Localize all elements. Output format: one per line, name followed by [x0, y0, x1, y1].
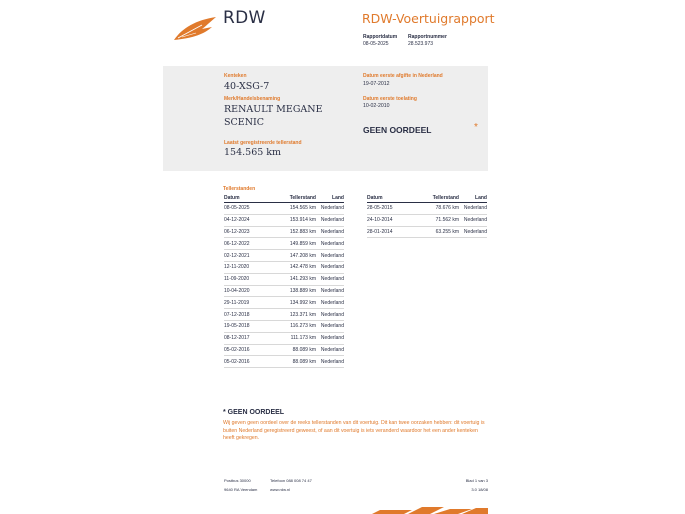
cell-date: 04-12-2024 — [224, 214, 266, 226]
cell-date: 07-12-2018 — [224, 309, 266, 321]
cell-country: Nederland — [316, 203, 344, 215]
cell-date: 05-02-2016 — [224, 344, 266, 356]
first-admission-value: 19-07-2012 — [363, 81, 390, 87]
table-row — [224, 226, 344, 238]
footer-phone: Telefoon 088 008 74 47 — [270, 478, 312, 483]
col-reading-header: Tellerstand — [266, 194, 316, 203]
brand-stripe-icon — [372, 505, 488, 514]
cell-date: 19-05-2018 — [224, 320, 266, 332]
cell-reading: 71.562 km — [409, 214, 459, 226]
table-row — [367, 226, 487, 238]
make-label: Merk/Handelsbenaming — [224, 96, 281, 102]
cell-reading: 123.371 km — [266, 309, 316, 321]
cell-country: Nederland — [316, 320, 344, 332]
cell-reading: 141.293 km — [266, 273, 316, 285]
table-row — [224, 261, 344, 273]
cell-country: Nederland — [316, 273, 344, 285]
cell-reading: 63.255 km — [409, 226, 459, 238]
footer-page: Blad 1 van 3 — [465, 478, 488, 483]
table-row — [224, 320, 344, 332]
odometer-label: Laatst geregistreerde tellerstand — [224, 140, 302, 146]
report-number — [408, 34, 447, 48]
table-row — [224, 250, 344, 262]
table-row — [224, 203, 344, 215]
readings-table-right — [367, 194, 487, 238]
cell-date: 05-02-2016 — [224, 356, 266, 368]
footer-version: 3.0 18/08 — [471, 487, 488, 492]
col-date-header: Datum — [367, 194, 409, 203]
cell-date: 11-09-2020 — [224, 273, 266, 285]
table-header-row — [224, 194, 344, 203]
note-text: Wij geven geen oordeel over de reeks tellerstanden van dit voertuig. Dit kan twee oorzaken hebben: dit voertuig is buiten Nederland geregistreerd geweest, of aan dit voertuig is iets veranderd waardoor het een ander kenteken heeft gekregen. — [223, 420, 485, 441]
readings-table-left — [224, 194, 344, 368]
verdict-marker: * — [474, 122, 478, 133]
cell-date: 08-05-2025 — [224, 203, 266, 215]
cell-date: 02-12-2021 — [224, 250, 266, 262]
cell-date: 08-12-2017 — [224, 332, 266, 344]
cell-country: Nederland — [459, 203, 487, 215]
table-row — [224, 238, 344, 250]
cell-country: Nederland — [316, 356, 344, 368]
col-reading-header: Tellerstand — [409, 194, 459, 203]
cell-reading: 153.914 km — [266, 214, 316, 226]
cell-reading: 154.565 km — [266, 203, 316, 215]
report-title: RDW-Voertuigrapport — [362, 11, 495, 26]
footer-po-box: Postbus 30000 — [224, 478, 251, 483]
cell-date: 28-01-2014 — [367, 226, 409, 238]
report-date-value: 08-05-2025 — [363, 41, 389, 47]
table-row — [224, 297, 344, 309]
cell-reading: 111.173 km — [266, 332, 316, 344]
cell-country: Nederland — [316, 214, 344, 226]
cell-date: 12-11-2020 — [224, 261, 266, 273]
verdict: GEEN OORDEEL — [363, 125, 432, 135]
cell-country: Nederland — [316, 332, 344, 344]
table-row — [224, 332, 344, 344]
cell-country: Nederland — [316, 297, 344, 309]
cell-date: 29-11-2019 — [224, 297, 266, 309]
cell-country: Nederland — [459, 214, 487, 226]
cell-date: 10-04-2020 — [224, 285, 266, 297]
cell-reading: 88.089 km — [266, 344, 316, 356]
cell-date: 24-10-2014 — [367, 214, 409, 226]
cell-country: Nederland — [316, 285, 344, 297]
first-registration-label: Datum eerste toelating — [363, 96, 417, 102]
report-date-label: Rapportdatum — [363, 34, 398, 40]
table-row — [367, 203, 487, 215]
odometer-section-title: Tellerstanden — [223, 186, 256, 192]
make-value: RENAULT MEGANE — [224, 104, 323, 115]
cell-reading: 149.859 km — [266, 238, 316, 250]
cell-reading: 142.478 km — [266, 261, 316, 273]
cell-country: Nederland — [316, 309, 344, 321]
col-date-header: Datum — [224, 194, 266, 203]
report-number-value: 28.523.973 — [408, 41, 434, 47]
table-row — [224, 285, 344, 297]
table-row — [224, 344, 344, 356]
note-title: * GEEN OORDEEL — [223, 409, 285, 416]
brand-name: RDW — [223, 8, 266, 28]
model-value: SCENIC — [224, 117, 265, 128]
table-row — [224, 356, 344, 368]
cell-country: Nederland — [316, 250, 344, 262]
report-date — [363, 34, 397, 48]
footer-city: 9640 RA Veendam — [224, 487, 258, 492]
rdw-logo-icon — [172, 16, 218, 42]
table-row — [224, 309, 344, 321]
cell-date: 28-05-2015 — [367, 203, 409, 215]
cell-reading: 147.208 km — [266, 250, 316, 262]
cell-country: Nederland — [316, 226, 344, 238]
plate-label: Kenteken — [224, 73, 247, 79]
cell-date: 06-12-2022 — [224, 238, 266, 250]
col-country-header: Land — [459, 194, 487, 203]
first-admission-label: Datum eerste afgifte in Nederland — [363, 73, 443, 79]
table-row — [224, 273, 344, 285]
cell-country: Nederland — [316, 344, 344, 356]
col-country-header: Land — [316, 194, 344, 203]
cell-country: Nederland — [459, 226, 487, 238]
odometer-value: 154.565 km — [224, 147, 282, 158]
cell-reading: 78.676 km — [409, 203, 459, 215]
cell-reading: 134.992 km — [266, 297, 316, 309]
cell-reading: 116.273 km — [266, 320, 316, 332]
report-number-label: Rapportnummer — [408, 34, 447, 40]
cell-reading: 152.883 km — [266, 226, 316, 238]
cell-date: 06-12-2023 — [224, 226, 266, 238]
cell-reading: 88.089 km — [266, 356, 316, 368]
cell-country: Nederland — [316, 261, 344, 273]
table-row — [367, 214, 487, 226]
plate-value: 40-XSG-7 — [224, 81, 270, 92]
vehicle-panel — [163, 66, 488, 171]
first-registration-value: 10-02-2010 — [363, 103, 390, 109]
cell-country: Nederland — [316, 238, 344, 250]
footer-web: www.rdw.nl — [270, 487, 291, 492]
table-row — [224, 214, 344, 226]
cell-reading: 138.889 km — [266, 285, 316, 297]
table-header-row — [367, 194, 487, 203]
